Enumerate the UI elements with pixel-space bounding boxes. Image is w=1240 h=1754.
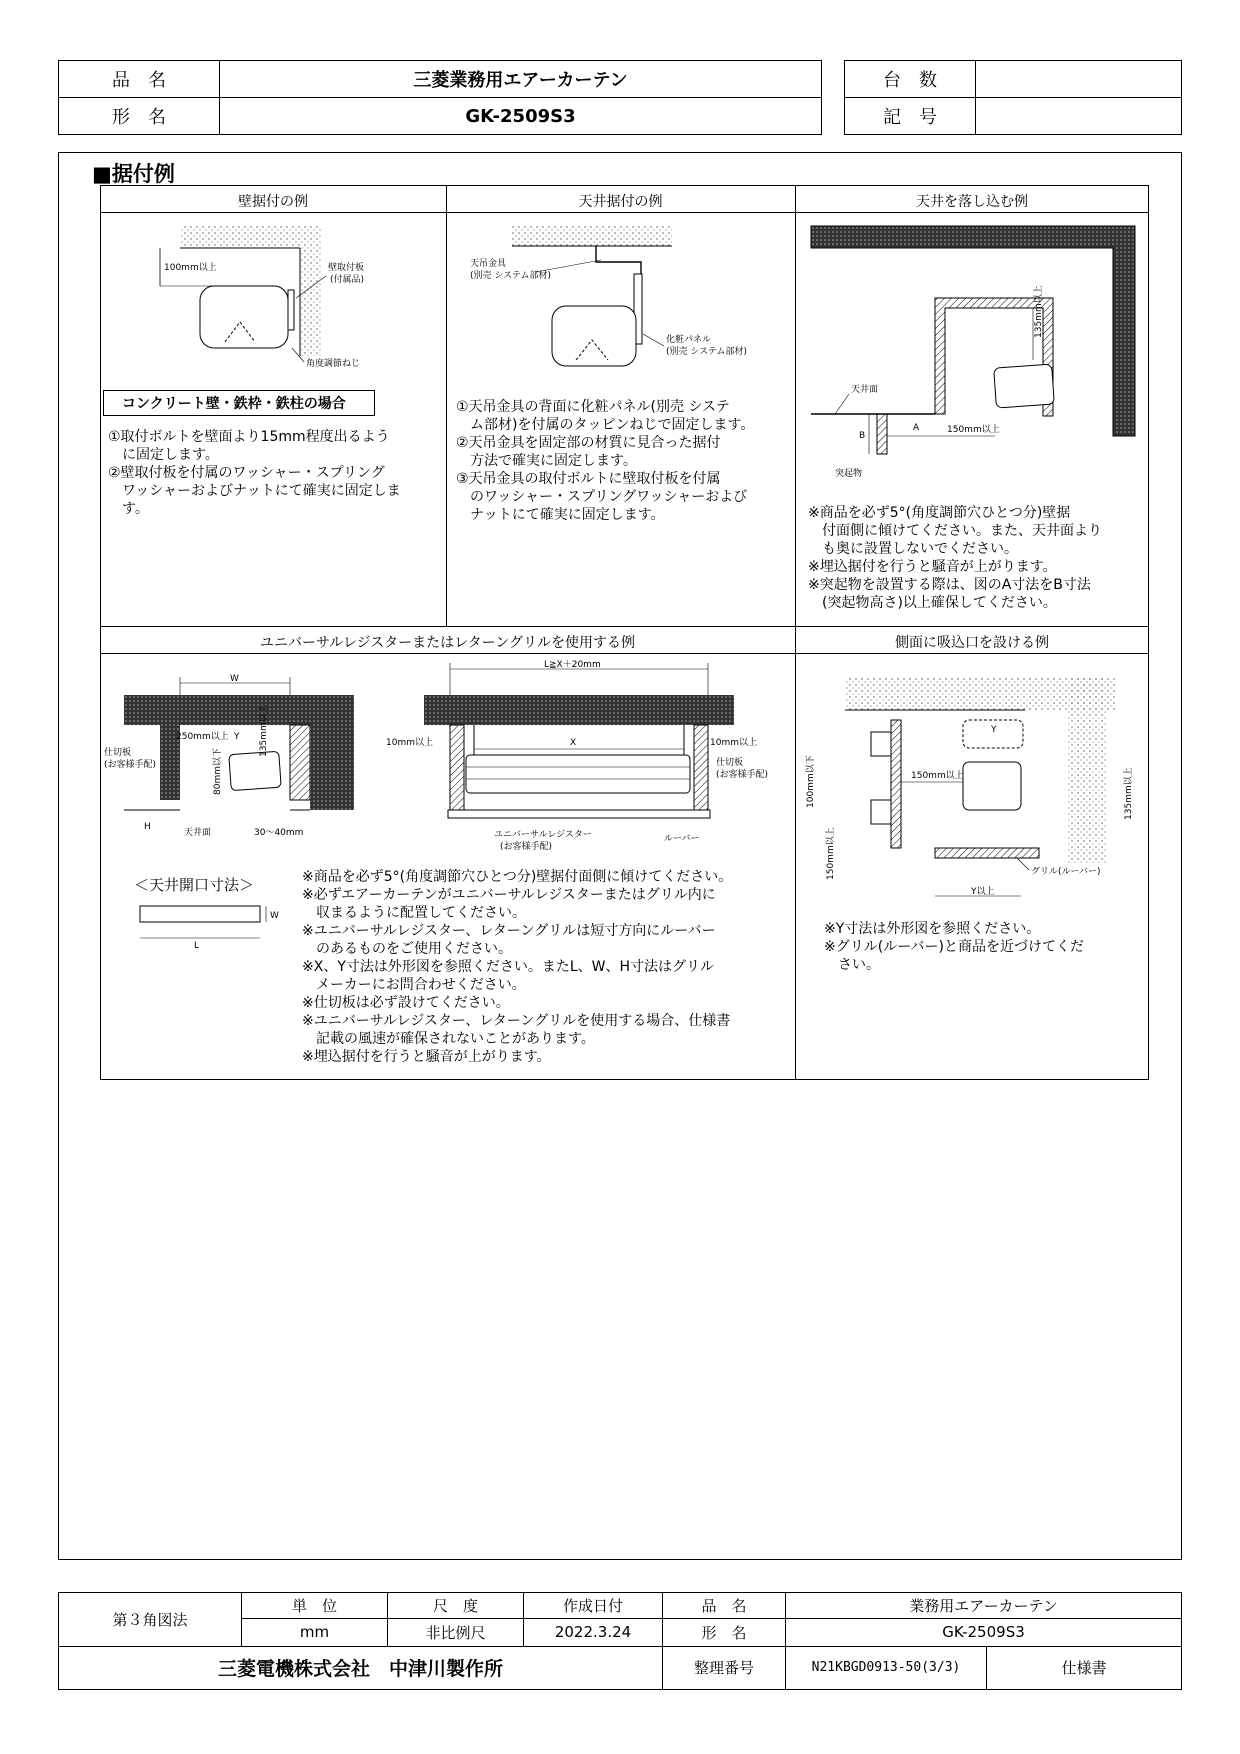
- doc-type: 仕様書: [987, 1646, 1182, 1689]
- side-caption: 側面に吸込口を設ける例: [895, 635, 1049, 651]
- register-diagram: [104, 655, 794, 855]
- scale-label: 尺 度: [388, 1593, 524, 1619]
- product-name-value: 三菱業務用エアーカーテン: [220, 61, 822, 98]
- product-name-label: 品 名: [59, 61, 220, 98]
- register-label-135: 135mm以上: [259, 704, 269, 757]
- opening-label-w: W: [270, 911, 279, 921]
- recessed-label-ceiling: 天井面: [851, 385, 879, 395]
- ceiling-notes: ①天吊金具の背面に化粧パネル(別売 システ ム部材)を付属のタッピンねじで固定します。 ②天吊金具を固定部の材質に見合った据付 方法で確実に固定します。 ③天吊金具の取付ボルトに壁取付板を付属 のワッシャー・スプリングワッシャーおよび ナットにて確実に固定します。: [456, 399, 755, 523]
- unit-label: 単 位: [242, 1593, 388, 1619]
- wall-concrete: [300, 226, 322, 356]
- caption-row-divider-bottom: [100, 653, 1149, 654]
- section-title: ■据付例: [92, 162, 175, 186]
- row-divider: [100, 626, 1149, 627]
- register-label-partition-sub: (お客様手配): [104, 760, 157, 770]
- recessed-label-a: A: [913, 423, 920, 433]
- footer-table: [58, 1592, 1182, 1690]
- projection-method: 第３角図法: [59, 1593, 242, 1647]
- side-diagram: [795, 660, 1149, 910]
- date-label: 作成日付: [524, 1593, 663, 1619]
- ceiling-unit-body: [552, 306, 636, 366]
- register-label-x: X: [570, 738, 577, 748]
- wall-diagram: [100, 214, 446, 384]
- ceiling-label-panel: 化粧パネル: [666, 335, 712, 345]
- register-label-80: 80mm以下: [213, 748, 223, 795]
- company-name: 三菱電機株式会社 中津川製作所: [59, 1646, 663, 1689]
- recessed-caption: 天井を落し込む例: [916, 194, 1028, 210]
- footer-model-value: GK-2509S3: [786, 1618, 1182, 1646]
- register-left-unit: [229, 751, 281, 790]
- quantity-value: [976, 61, 1182, 98]
- wall-label-screw: 角度調節ねじ: [306, 359, 361, 369]
- ref-value: N21KBGD0913-50(3/3): [786, 1646, 987, 1689]
- recessed-diagram: [795, 214, 1149, 494]
- date-value: 2022.3.24: [524, 1618, 663, 1646]
- register-label-10-left: 10mm以上: [386, 738, 433, 748]
- register-label-universal: ユニバーサルレジスター: [494, 830, 592, 840]
- register-label-w: W: [230, 674, 239, 684]
- ceiling-label-hanger: 天吊金具: [470, 259, 507, 269]
- opening-rect: [140, 906, 260, 922]
- register-label-h: H: [144, 822, 151, 832]
- ceiling-caption: 天井据付の例: [578, 194, 663, 210]
- model-name-label: 形 名: [59, 98, 220, 135]
- side-unit-body: [963, 762, 1021, 810]
- symbol-label: 記 号: [845, 98, 976, 135]
- recessed-label-b: B: [859, 431, 866, 441]
- ref-label: 整理番号: [663, 1646, 786, 1689]
- side-label-grille: グリル(ルーバー): [1031, 867, 1101, 877]
- scale-value: 非比例尺: [388, 1618, 524, 1646]
- header-table-main: [58, 60, 822, 135]
- footer-product-value: 業務用エアーカーテン: [786, 1593, 1182, 1619]
- register-label-partition-r-sub: (お客様手配): [716, 770, 769, 780]
- symbol-value: [976, 98, 1182, 135]
- recessed-label-150: 150mm以上: [947, 425, 1000, 435]
- wall-label-bracket-sub: (付属品): [330, 275, 365, 285]
- recessed-notes: ※商品を必ず5°(角度調節穴ひとつ分)壁据 付面側に傾けてください。また、天井面より も奥に設置しないでください。 ※埋込据付を行うと騒音が上がります。 ※突起物を設置する際は、図のA寸法をB寸法 (突起物高さ)以上確保してください。: [808, 505, 1102, 611]
- register-left-slab: [124, 695, 354, 725]
- register-caption: ユニバーサルレジスターまたはレターングリルを使用する例: [259, 635, 636, 651]
- register-label-louver: ルーバー: [664, 834, 700, 844]
- side-label-y-min: Y以上: [971, 887, 995, 897]
- caption-row-divider-top: [100, 212, 1149, 213]
- ceiling-diagram: [446, 214, 795, 384]
- register-label-30-40: 30～40mm: [254, 828, 304, 838]
- register-label-universal-sub: (お客様手配): [500, 842, 553, 852]
- header-table-side: [844, 60, 1182, 135]
- quantity-label: 台 数: [845, 61, 976, 98]
- register-label-ceiling: 天井面: [184, 828, 212, 838]
- side-label-y: Y: [991, 725, 997, 735]
- register-label-partition-r: 仕切板: [716, 758, 744, 768]
- wall-label-bracket: 壁取付板: [328, 263, 365, 273]
- register-notes: ※商品を必ず5°(角度調節穴ひとつ分)壁据付面側に傾けてください。 ※必ずエアーカーテンがユニバーサルレジスターまたはグリル内に 収まるように配置してください。 ※ユニバーサルレジスター、レターングリルは短寸方向にルーバー のあるものをご使用ください。 ※X、Y寸法は外形図を参照ください。またL、W、H寸法はグリル メーカーにお問合わせください。 ※仕切板は必ず設けてください。 ※ユニバーサルレジスター、レターングリルを使用する場合、仕様書 記載の風速が確保されないことがあります。 ※埋込据付を行うと騒音が上がります。: [302, 869, 733, 1065]
- recessed-protrusion: [877, 414, 887, 454]
- side-notes: ※Y寸法は外形図を参照ください。 ※グリル(ルーバー)と商品を近づけてくだ さい。: [824, 921, 1084, 973]
- wall-unit-body: [200, 286, 288, 348]
- side-label-150-v: 150mm以上: [826, 827, 836, 880]
- register-label-10-right: 10mm以上: [710, 738, 757, 748]
- recessed-unit-body: [994, 364, 1055, 408]
- opening-label-l: L: [194, 941, 200, 951]
- side-label-100: 100mm以下: [806, 755, 816, 808]
- register-label-y: Y: [234, 732, 240, 742]
- register-right-slab: [424, 695, 734, 725]
- ceiling-label-panel-sub: (別売 システム部材): [666, 347, 747, 357]
- wall-box-label: コンクリート壁・鉄枠・鉄柱の場合: [103, 390, 375, 416]
- register-label-partition: 仕切板: [104, 748, 132, 758]
- wall-label-clearance: 100mm以上: [164, 263, 217, 273]
- register-grille: [448, 810, 710, 818]
- opening-title: ＜天井開口寸法＞: [134, 876, 255, 894]
- register-label-lx: L≧X＋20mm: [544, 660, 601, 670]
- wall-caption: 壁据付の例: [238, 194, 308, 210]
- wall-ceiling-slab: [180, 226, 300, 248]
- ceiling-label-hanger-sub: (別売 システム部材): [470, 271, 551, 281]
- recessed-label-135: 135mm以上: [1034, 285, 1044, 338]
- register-right-unit: [466, 755, 690, 793]
- recessed-outer-structure: [811, 226, 1135, 436]
- footer-product-label: 品 名: [663, 1593, 786, 1619]
- wall-notes: ①取付ボルトを壁面より15mm程度出るよう に固定します。 ②壁取付板を付属のワッシャー・スプリング ワッシャーおよびナットにて確実に固定しま す。: [108, 429, 401, 517]
- ceiling-slab: [512, 226, 672, 246]
- recessed-label-protrusion: 突起物: [835, 469, 863, 479]
- side-label-150: 150mm以上: [911, 771, 964, 781]
- side-label-135: 135mm以上: [1124, 767, 1134, 820]
- opening-diagram: [134, 900, 284, 960]
- footer-model-label: 形 名: [663, 1618, 786, 1646]
- unit-value: mm: [242, 1618, 388, 1646]
- model-name-value: GK-2509S3: [220, 98, 822, 135]
- register-label-250: 250mm以上: [176, 732, 229, 742]
